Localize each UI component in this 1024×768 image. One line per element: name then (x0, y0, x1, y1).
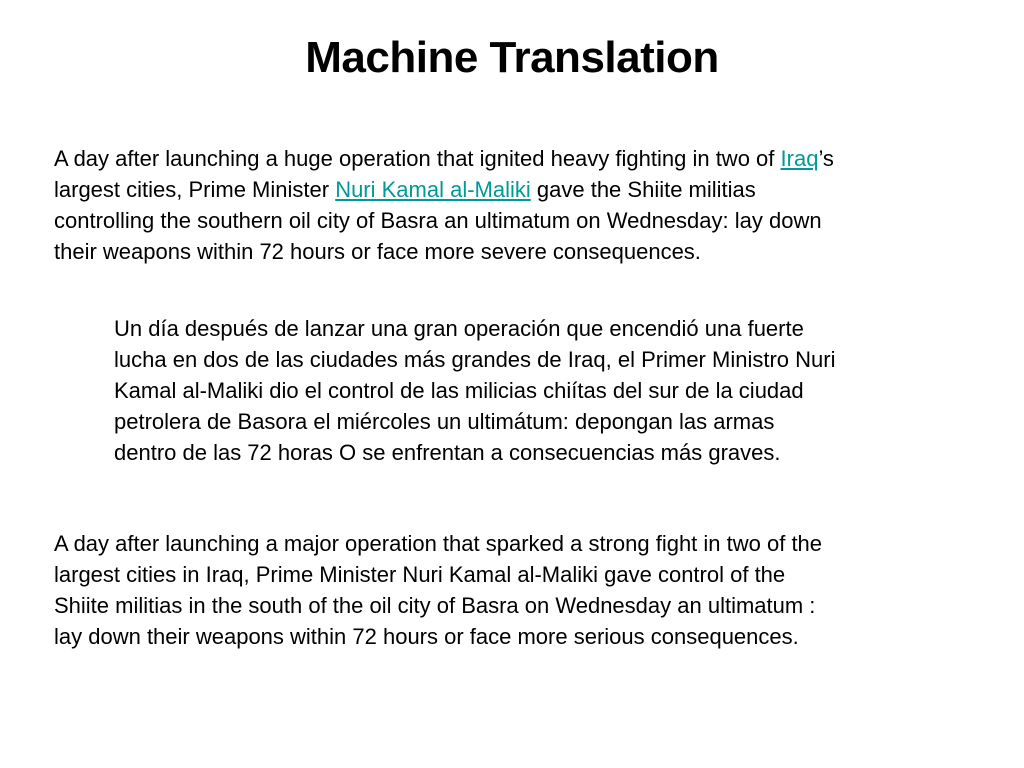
paragraph-line: lay down their weapons within 72 hours or face more serious consequences. (54, 624, 799, 649)
paragraph-line (54, 143, 984, 174)
paragraph-line: their weapons within 72 hours or face more severe consequences. (54, 239, 701, 264)
spanish-translation-paragraph (114, 313, 984, 468)
paragraph-line: lucha en dos de las ciudades más grandes de Iraq, el Primer Ministro Nuri (114, 347, 836, 372)
line-text: gave the Shiite militias (530, 177, 756, 202)
paragraph-line: Shiite militias in the south of the oil city of Basra on Wednesday an ultimatum : (54, 593, 816, 618)
line-text: ’s (818, 146, 834, 171)
nuri-kamal-al-maliki-link[interactable]: Nuri Kamal al-Maliki (335, 177, 531, 202)
line-text: largest cities, Prime Minister (54, 177, 336, 202)
paragraph-line: controlling the southern oil city of Basra an ultimatum on Wednesday: lay down (54, 208, 822, 233)
iraq-link[interactable]: Iraq (780, 146, 819, 171)
paragraph-line: Kamal al-Maliki dio el control de las milicias chiítas del sur de la ciudad (114, 378, 804, 403)
line-text: A day after launching a huge operation that ignited heavy fighting in two of (54, 146, 781, 171)
original-english-paragraph (54, 143, 984, 267)
paragraph-line: Un día después de lanzar una gran operación que encendió una fuerte (114, 316, 804, 341)
paragraph-line: largest cities in Iraq, Prime Minister Nuri Kamal al-Maliki gave control of the (54, 562, 786, 587)
paragraph-line: petrolera de Basora el miércoles un ultimátum: depongan las armas (114, 409, 775, 434)
back-translation-paragraph (54, 528, 984, 652)
slide-title: Machine Translation (305, 33, 719, 82)
paragraph-line: dentro de las 72 horas O se enfrentan a consecuencias más graves. (114, 440, 781, 465)
paragraph-line (54, 174, 984, 205)
paragraph-line: A day after launching a major operation that sparked a strong fight in two of the (54, 531, 823, 556)
